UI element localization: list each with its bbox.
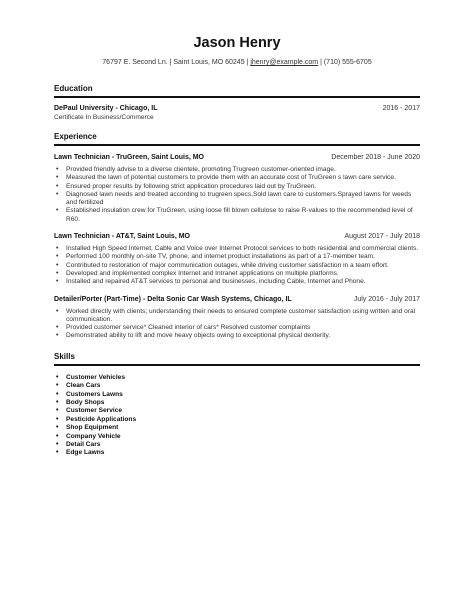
skill-item: • Clean Cars <box>54 382 420 390</box>
address-text: 76797 E. Second Ln. | Saint Louis, MO 60245 | <box>102 59 249 66</box>
job-entry <box>54 295 420 341</box>
job-title: Detailer/Porter (Part-Time) - Delta Sonic Car Wash Systems, Chicago, IL <box>54 295 292 303</box>
job-title: Lawn Technician - AT&T, Saint Louis, MO <box>54 233 190 241</box>
job-bullet: • Installed High Speed Internet, Cable and Voice over Internet Protocol services to both residential and commercial clients. <box>54 245 420 253</box>
job-bullet: • Measured the lawn of potential customers to provide them with an accurate cost of TruGreen s lawn care service. <box>54 174 420 182</box>
job-list <box>54 153 420 341</box>
skill-item: • Shop Equipment <box>54 424 420 432</box>
job-entry <box>54 232 420 286</box>
section-title-skills: Skills <box>54 352 420 366</box>
job-bullets <box>54 245 420 286</box>
skills-list <box>54 374 420 458</box>
job-bullet: • Provided friendly advise to a diverse clientele, promoting Trugreen customer-oriented image. <box>54 166 420 174</box>
contact-line <box>54 58 420 67</box>
education-section <box>54 84 420 122</box>
job-bullet: • Demonstrated ability to lift and move heavy objects owing to exceptional physical dexterity. <box>54 332 420 340</box>
job-bullet: • Developed and implemented complex Internet and Intranet applications on multiple platforms. <box>54 270 420 278</box>
education-dates: 2016 - 2017 <box>382 105 420 112</box>
skill-item: • Customers Lawns <box>54 391 420 399</box>
school-name: DePaul University - Chicago, IL <box>54 105 158 112</box>
section-title-experience: Experience <box>54 132 420 146</box>
job-bullet: • Installed and repaired AT&T services to personal and businesses, including Cable, Internet and Phone. <box>54 278 420 286</box>
skill-item: • Detail Cars <box>54 441 420 449</box>
section-title-education: Education <box>54 84 420 98</box>
skill-item: • Company Vehicle <box>54 433 420 441</box>
skill-item: • Pesticide Applications <box>54 416 420 424</box>
job-bullet: • Performed 100 monthly on-site TV, phone, and internet product installations as part of a 17-member team. <box>54 253 420 261</box>
job-bullet: • Contributed to restoration of major communication outages, while driving customer satisfaction in a team effort. <box>54 262 420 270</box>
skills-section <box>54 352 420 458</box>
job-bullets <box>54 308 420 341</box>
education-entry <box>54 104 420 122</box>
job-bullet: • Worked directly with clients; understanding their needs to ensured complete customer satisfaction using written and oral communication. <box>54 308 420 325</box>
skill-item: • Body Shops <box>54 399 420 407</box>
job-dates: July 2016 - July 2017 <box>353 295 420 303</box>
phone-text: | (710) 555-6705 <box>320 59 372 66</box>
job-bullet: • Provided customer service* Cleaned interior of cars* Resolved customer complaints <box>54 324 420 332</box>
skill-item: • Customer Service <box>54 407 420 415</box>
degree-text: Certificate In Business/Commerce <box>54 114 154 121</box>
skill-item: • Customer Vehicles <box>54 374 420 382</box>
job-bullet: • Ensured proper results by following strict application procedures laid out by TruGreen. <box>54 183 420 191</box>
job-title: Lawn Technician - TruGreen, Saint Louis, MO <box>54 154 205 161</box>
job-bullet: • Established insulation crew for TruGreen, using loose fill blown cellulose to raise R-values to the recommended level of R60. <box>54 207 420 224</box>
skill-item: • Edge Lawns <box>54 449 420 457</box>
experience-section <box>54 132 420 341</box>
job-entry <box>54 153 420 224</box>
job-dates: December 2018 - June 2020 <box>331 154 420 161</box>
job-dates: August 2017 - July 2018 <box>344 233 420 241</box>
job-bullet: • Diagnosed lawn needs and treated according to trugreen specs.Sold lawn care to customers.Sprayed lawns for weeds and fertilized <box>54 191 420 208</box>
email-link[interactable]: jhenry@example.com <box>250 59 319 66</box>
candidate-name: Jason Henry <box>193 35 281 51</box>
job-bullets <box>54 166 420 224</box>
